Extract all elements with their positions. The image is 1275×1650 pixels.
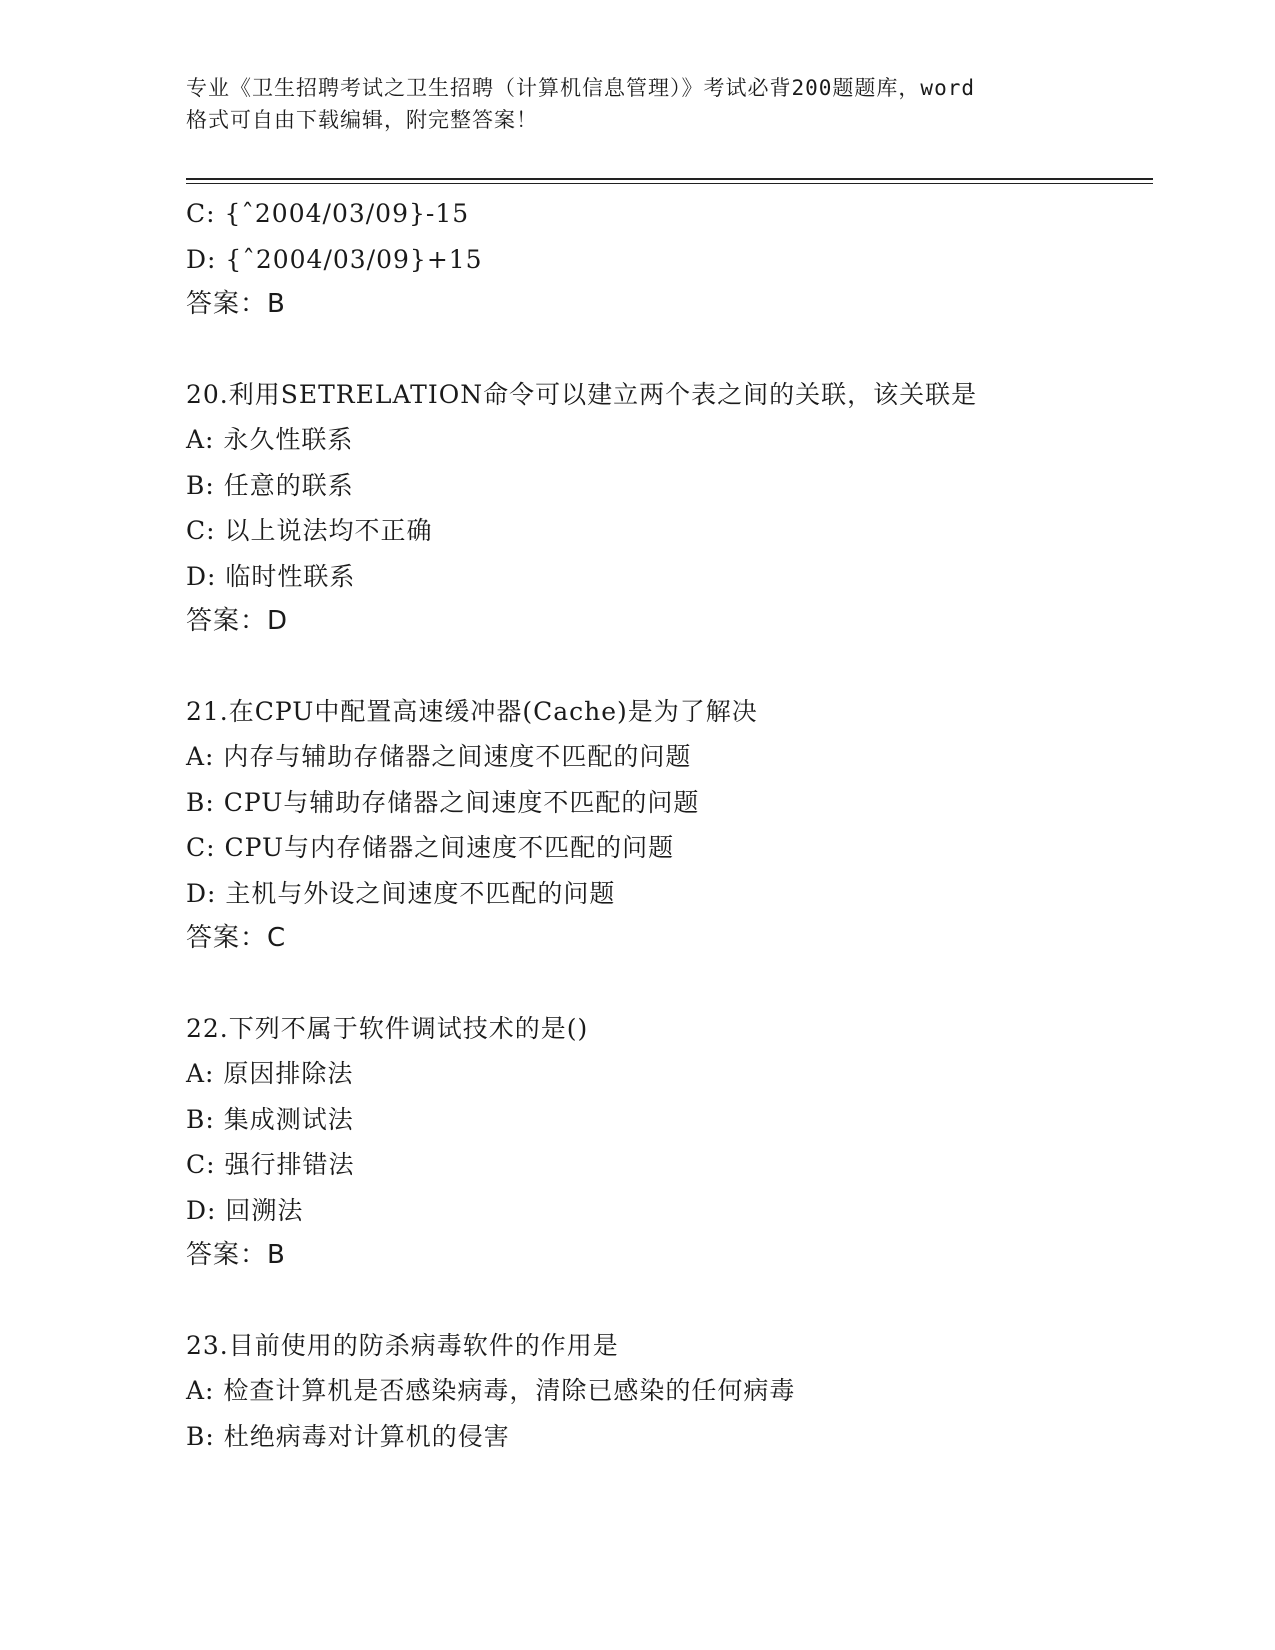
answer: 答案：D <box>186 606 289 636</box>
question-20: 20.利用SETRELATION命令可以建立两个表之间的关联，该关联是 <box>186 379 978 409</box>
header-divider-thin <box>186 183 1153 184</box>
option-a: A: 原因排除法 <box>186 1059 354 1088</box>
option-b: B: 任意的联系 <box>186 470 354 500</box>
option-d: D: {ˆ2004/03/09}+15 <box>186 244 483 274</box>
spacer <box>186 645 1153 689</box>
answer: 答案：C <box>186 923 287 953</box>
option-d: D: 临时性联系 <box>186 561 356 591</box>
option-b: B: CPU与辅助存储器之间速度不匹配的问题 <box>186 787 700 817</box>
question-21: 21.在CPU中配置高速缓冲器(Cache)是为了解决 <box>186 696 758 726</box>
option-b: B: 集成测试法 <box>186 1104 354 1134</box>
document-header <box>186 72 1086 136</box>
question-list <box>186 191 1153 1459</box>
option-b: B: 杜绝病毒对计算机的侵害 <box>186 1421 510 1451</box>
option-a: A: 检查计算机是否感染病毒，清除已感染的任何病毒 <box>186 1376 796 1405</box>
option-c: C: 以上说法均不正确 <box>186 516 433 545</box>
header-line-2: 格式可自由下载编辑，附完整答案！ <box>186 108 538 132</box>
option-c: C: CPU与内存储器之间速度不匹配的问题 <box>186 833 675 862</box>
option-c: C: {ˆ2004/03/09}-15 <box>186 199 470 228</box>
answer: 答案：B <box>186 289 286 319</box>
spacer <box>186 962 1153 1006</box>
spacer <box>186 1279 1153 1323</box>
option-d: D: 主机与外设之间速度不匹配的问题 <box>186 878 616 908</box>
question-23: 23.目前使用的防杀病毒软件的作用是 <box>186 1330 619 1360</box>
option-c: C: 强行排错法 <box>186 1150 355 1179</box>
header-divider-thick <box>186 178 1153 180</box>
header-line-1: 专业《卫生招聘考试之卫生招聘（计算机信息管理）》考试必背200题题库，word <box>186 76 975 100</box>
spacer <box>186 328 1153 372</box>
question-22: 22.下列不属于软件调试技术的是() <box>186 1013 589 1043</box>
option-a: A: 永久性联系 <box>186 425 354 454</box>
option-d: D: 回溯法 <box>186 1195 304 1225</box>
option-a: A: 内存与辅助存储器之间速度不匹配的问题 <box>186 742 692 771</box>
answer: 答案：B <box>186 1240 286 1270</box>
